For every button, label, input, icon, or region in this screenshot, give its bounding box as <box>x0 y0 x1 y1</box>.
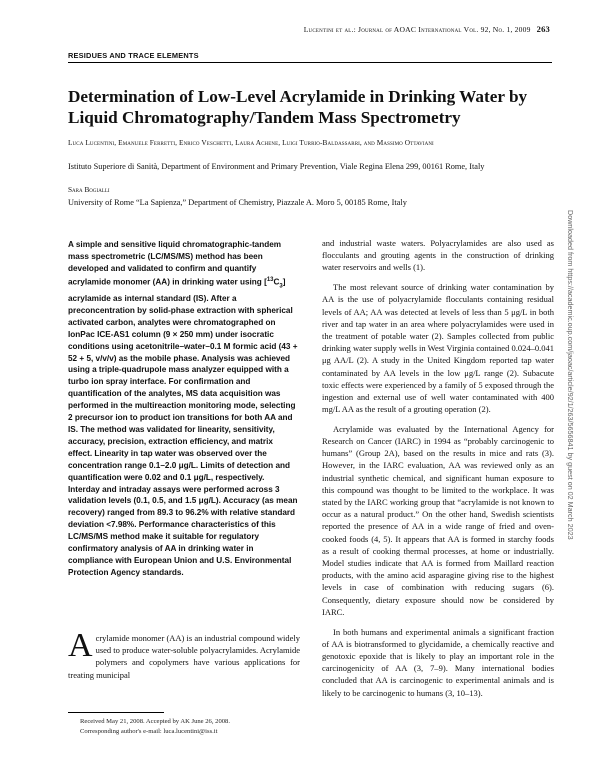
abstract-part2: C <box>273 277 280 287</box>
author-list: Luca Lucentini, Emanuele Ferretti, Enrico Veschetti, Laura Achene, Luigi Turrio-Baldassarri, and Massimo Ottaviani <box>68 138 434 147</box>
right-column <box>322 237 554 699</box>
abstract-subscript: 3 <box>279 283 283 290</box>
abstract-part3: ] acrylamide as internal standard (IS). After a preconcentration by solid-phase extraction with spherical activated carbon, analytes were chromatographed on IonPac ICE-AS1 column (9 × 250 mm) under isocratic conditions using acetonitrile–water–0.1 M formic acid (43 + 52 + 5, v/v/v) as the mobile phase. Analysis was achieved using a triple-quadrupole mass analyzer equipped with a turbo ion spray interface. For confirmation and quantification of the analytes, MS data acquisition was performed in the multireaction monitoring mode, selecting 2 precursor ion to product ion transitions for both AA and IS. The method was validated for linearity, sensitivity, accuracy, precision, extraction efficiency, and matrix effect. Linearity in tap water was observed over the concentration range 0.1–2.0 μg/L. Limits of detection and quantification were 0.02 and 0.1 μg/L, respectively. Interday and intraday assays were performed across 3 validation levels (0.1, 0.5, and 1.5 μg/L). Accuracy (as mean recovery) ranged from 89.3 to 96.2% with relative standard deviation <7.98%. Performance characteristics of this LC/MS/MS method make it suitable for regulatory confirmatory analysis of AA in drinking water in compliance with European Union and U.S. Environmental Protection Agency standards. <box>68 277 298 577</box>
header-rule <box>68 62 552 63</box>
abstract-superscript: 13 <box>266 276 274 283</box>
abstract <box>68 239 298 579</box>
page-number: 263 <box>536 24 550 34</box>
running-header <box>260 24 550 34</box>
paragraph-1: and industrial waste waters. Polyacrylamides are also used as flocculants and grouting agents in the construction of drinking water reservoirs and wells (1). <box>322 238 554 273</box>
drop-cap: A <box>68 627 93 664</box>
footnote-rule <box>68 712 164 713</box>
paragraph-2: The most relevant source of drinking water contamination by AA is the use of polyacrylamide flocculants containing residual levels of AA; AA was detected at levels of less than 5 μg/L in both river and tap water in an area where polyacrylamides were used in the treatment of potable water (2). Samples collected from public drinking water supply wells in West Virginia contained 0.024–0.041 μg AA/L (2). A study in the United Kingdom reported tap water contaminated by AA levels in the low μg/L range (2). Subacute toxic effects were experienced by a family of 5 exposed through the ingestion and external use of well water contaminated with 400 mg/L AA as the result of a grouting operation (2). <box>322 282 554 415</box>
introduction-paragraph <box>68 627 300 681</box>
footnote-corresponding: Corresponding author's e-mail: luca.lucentini@iss.it <box>80 727 218 735</box>
section-label: RESIDUES AND TRACE ELEMENTS <box>68 51 199 60</box>
affiliation-1: Istituto Superiore di Sanità, Department of Environment and Primary Prevention, Viale Regina Elena 299, 00161 Rome, Italy <box>68 162 485 171</box>
download-sidebar-note: Downloaded from https://academic.oup.com/jaoac/article/92/1/263/5656841 by guest on 02 March 2023 <box>566 210 575 540</box>
abstract-part1: A simple and sensitive liquid chromatographic-tandem mass spectrometric (LC/MS/MS) method has been developed and validated to confirm and quantify acrylamide monomer (AA) in drinking water using [ <box>68 240 282 287</box>
footnotes <box>80 717 230 736</box>
paragraph-4: In both humans and experimental animals a significant fraction of AA is biotransformed to glycidamide, a chemically reactive and genotoxic epoxide that is likely to play an important role in the carcinogenicity of AA (3, 7–9). Many international bodies concluded that AA is carcinogenic to experimental animals and is likely to be carcinogenic to humans (3, 10–13). <box>322 626 554 698</box>
author-2: Sara Bogialli <box>68 185 110 194</box>
running-header-text: Lucentini et al.: Journal of AOAC International Vol. 92, No. 1, 2009 <box>303 25 531 34</box>
affiliation-2: University of Rome “La Sapienza,” Department of Chemistry, Piazzale A. Moro 5, 00185 Rome, Italy <box>68 198 407 207</box>
footnote-received: Received May 21, 2008. Accepted by AK June 26, 2008. <box>80 718 230 725</box>
article-title: Determination of Low-Level Acrylamide in Drinking Water by Liquid Chromatography/Tandem Mass Spectrometry <box>68 87 528 127</box>
introduction-text: crylamide monomer (AA) is an industrial compound widely used to produce water-soluble polyacrylamides. Acrylamide polymers and copolymers have various applications for treating municipal <box>68 633 300 680</box>
paragraph-3: Acrylamide was evaluated by the International Agency for Research on Cancer (IARC) in 1994 as “probably carcinogenic to humans” (Group 2A), based on the results in mice and rats (3). However, in the IARC evaluation, AA was reviewed only as an industrial synthetic chemical, and significant human exposure to this compound was thought to be limited to the workplace. It was stated by the IARC working group that “acrylamide is not known to occur as a natural product.” On the other hand, Swedish scientists reported the presence of AA in a wide range of fried and oven-cooked foods (4, 5). It appears that AA is formed in starchy foods as a result of cooking thermal processes, at home or industrially. Model studies indicate that AA is formed from Maillard reaction products, with the amino acid asparagine giving rise to the highest levels in case of combination with reducing sugars (6). Consequently, dietary exposure should now be considered by IARC. <box>322 423 554 617</box>
